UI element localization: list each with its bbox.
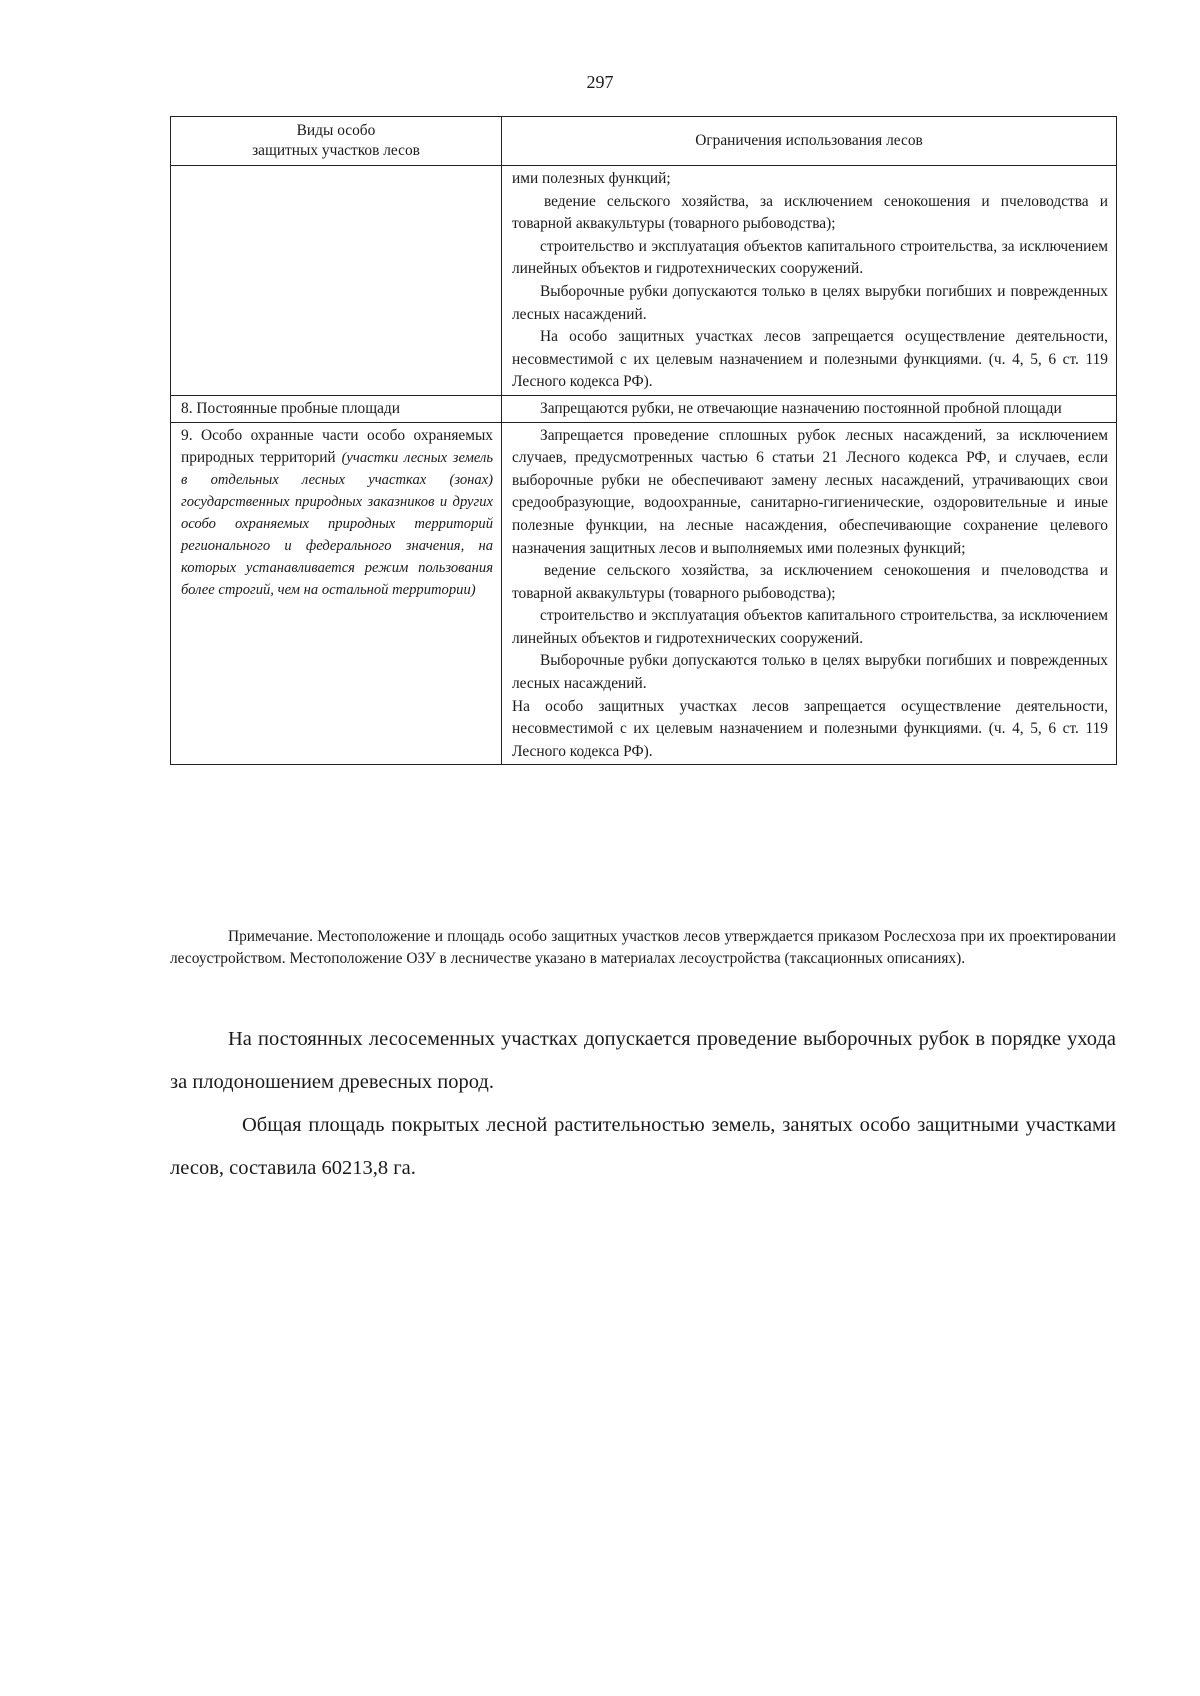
restriction-paragraph: На особо защитных участках лесов запрещается осуществление деятельности, несовместимой с их целевым назначением и полезными функциями. (ч. 4, 5, 6 ст. 119 Лесного кодекса РФ). [512, 328, 1108, 391]
restriction-paragraph: строительство и эксплуатация объектов капитального строительства, за исключением линейных объектов и гидротехнических сооружений. [512, 237, 1108, 278]
body-paragraph-total-area: Общая площадь покрытых лесной растительностью земель, занятых особо защитными участками лесов, составила 60213,8 га. [170, 1114, 1116, 1179]
restriction-paragraph: Выборочные рубки допускаются только в целях вырубки погибших и поврежденных лесных насаждений. [512, 282, 1108, 323]
restrictions-table [170, 116, 1117, 765]
header-forest-use-restrictions: Ограничения использования лесов [502, 117, 1117, 166]
row9-restrictions [502, 422, 1117, 765]
table-row [171, 395, 1117, 422]
header-col1-line1: Виды особо [296, 122, 376, 139]
row-cont-restrictions [502, 166, 1117, 396]
row9-area-type-main: 9. Особо охранные части особо охраняемых природных территорий [181, 426, 493, 466]
row8-restrictions [502, 395, 1117, 422]
table-header-row [171, 117, 1117, 166]
table-row [171, 166, 1117, 396]
restriction-paragraph: Выборочные рубки допускаются только в целях вырубки погибших и поврежденных лесных насаждений. [512, 652, 1108, 693]
restriction-paragraph: ведение сельского хозяйства, за исключением сенокошения и пчеловодства и товарной аквакультуры (товарного рыбоводства); [512, 192, 1108, 233]
restriction-paragraph: На особо защитных участках лесов запрещается осуществление деятельности, несовместимой с их целевым назначением и полезными функциями. (ч. 4, 5, 6 ст. 119 Лесного кодекса РФ). [512, 697, 1108, 760]
page-number: 297 [586, 72, 614, 92]
restriction-paragraph: строительство и эксплуатация объектов капитального строительства, за исключением линейных объектов и гидротехнических сооружений. [512, 607, 1108, 647]
restriction-paragraph: Запрещаются рубки, не отвечающие назначению постоянной пробной площади [540, 399, 1062, 417]
table-note: Примечание. Местоположение и площадь особо защитных участков лесов утверждается приказом Рослесхоза при их проектировании лесоустройством. Местоположение ОЗУ в лесничестве указано в материалах лесоустройства (таксационных описаниях). [170, 928, 1116, 967]
row-cont-area-type [171, 166, 502, 396]
restriction-paragraph: ведение сельского хозяйства, за исключением сенокошения и пчеловодства и товарной аквакультуры (товарного рыбоводства); [512, 562, 1108, 602]
body-paragraph-seed-plots: На постоянных лесосеменных участках допускается проведение выборочных рубок в порядке ухода за плодоношением древесных пород. [170, 1028, 1116, 1093]
header-forest-area-types [171, 117, 502, 166]
header-col1-line2: защитных участков лесов [252, 142, 420, 159]
table-row [171, 422, 1117, 765]
restriction-paragraph: ими полезных функций; [512, 170, 671, 187]
row8-area-type: 8. Постоянные пробные площади [171, 395, 502, 422]
row9-area-type [171, 422, 502, 765]
row9-area-type-italic: (участки лесных земель в отдельных лесных участках (зонах) государственных природных заказников и других особо охраняемых природных территорий регионального и федерального значения, на которых устанавливается режим пользования более строгий, чем на остальной территории) [181, 449, 493, 598]
restriction-paragraph: Запрещается проведение сплошных рубок лесных насаждений, за исключением случаев, предусмотренных частью 6 статьи 21 Лесного кодекса РФ, и случаев, если выборочные рубки не обеспечивают замену лесных насаждений, утрачивающих свои средообразующие, водоохранные, санитарно-гигиенические, оздоровительные и иные полезные функции, на лесные насаждения, обеспечивающие сохранение целевого назначения защитных лесов и выполняемых ими полезных функций; [512, 426, 1108, 557]
